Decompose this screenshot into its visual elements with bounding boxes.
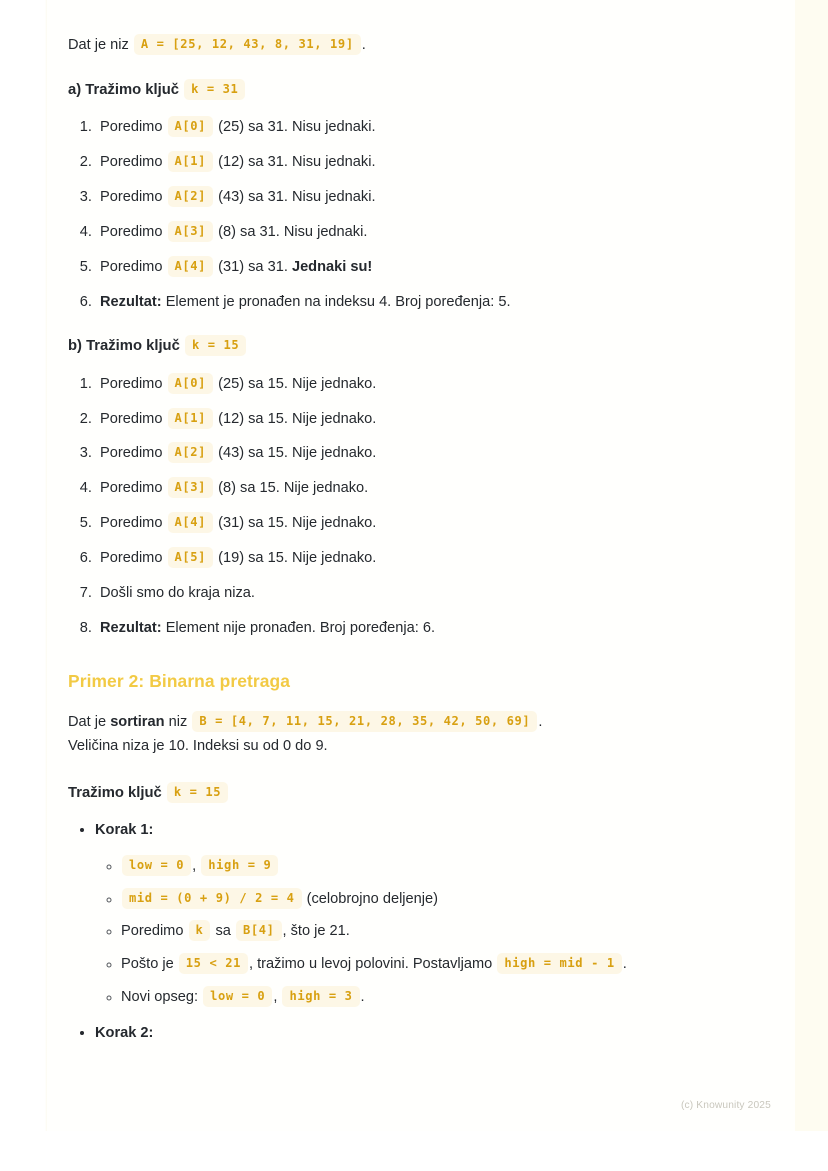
low-code: low = 0 [122,855,191,876]
step-lead: Poredimo [100,550,163,567]
section-a-key-code: k = 31 [184,79,245,100]
section-b-step-list [68,374,728,640]
array-b-code: B = [4, 7, 11, 15, 21, 28, 35, 42, 50, 69] [192,711,537,732]
sorted-emphasis: sortiran [110,713,165,730]
high-code: high = 9 [201,855,278,876]
range-lead: Novi opseg: [121,989,199,1006]
step-tail: (12) sa 15. Nije jednako. [218,410,377,427]
array-size-paragraph: Veličina niza je 10. Indeksi su od 0 do 9. [68,737,328,754]
step-tail: (43) sa 31. Nisu jednaki. [218,188,376,205]
result-label: Rezultat: [100,293,162,310]
list-item [96,292,728,314]
sorted-text-part1: Dat je [68,713,107,730]
list-item [96,117,728,139]
korak-list [68,820,728,1045]
new-high-code: high = 3 [282,986,359,1007]
list-item [121,921,728,943]
intro-text-before: Dat je niz [68,37,129,53]
list-item [96,478,728,500]
list-item [96,583,728,605]
list-item [121,954,728,976]
new-low-code: low = 0 [203,986,272,1007]
step-lead: Poredimo [100,410,163,427]
step-index-code: A[0] [168,116,214,137]
intro-text-after: . [361,37,366,53]
key-code: k [189,920,211,941]
assign-high-code: high = mid - 1 [497,953,621,974]
because-lead: Pošto je [121,956,174,973]
compare-mid: sa [215,923,231,940]
list-item [95,820,728,1009]
list-item [96,618,728,640]
korak-1-detail-list [95,856,728,1009]
list-item [121,987,728,1009]
section-a-heading [68,79,728,101]
mid-note: (celobrojno deljenje) [306,890,439,907]
list-item [95,1023,728,1045]
result-text: Element je pronađen na indeksu 4. Broj poređenja: 5. [165,293,511,310]
search-key-code: k = 15 [167,782,228,803]
list-item [96,222,728,244]
range-separator: , [273,989,278,1006]
step-lead: Poredimo [100,258,163,275]
section-a-heading-text: a) Tražimo ključ [68,81,180,98]
element-code: B[4] [236,920,282,941]
because-tail: . [622,956,627,973]
step-lead: Poredimo [100,153,163,170]
compare-lead: Poredimo [121,923,184,940]
step-tail: (25) sa 15. Nije jednako. [218,375,377,392]
step-tail: (19) sa 15. Nije jednako. [218,550,377,567]
watermark: (c) Knowunity 2025 [681,1100,771,1111]
step-emphasis: Jednaki su! [291,258,373,275]
step-lead: Poredimo [100,223,163,240]
step-lead: Poredimo [100,515,163,532]
list-item [121,889,728,911]
step-tail: (8) sa 15. Nije jednako. [218,480,369,497]
range-tail: . [360,989,365,1006]
list-item [96,374,728,396]
because-mid: , tražimo u levoj polovini. Postavljamo [248,956,493,973]
list-item [96,257,728,279]
document-page [47,0,795,1131]
step-index-code: A[1] [168,408,214,429]
page-title: Primer 2: Binarna pretraga [68,670,290,691]
step-tail: (31) sa 31. [218,258,288,275]
list-item [96,548,728,570]
list-item [96,187,728,209]
list-item [121,856,728,878]
step-index-code: A[1] [168,151,214,172]
detail-separator: , [192,857,197,874]
compare-tail: , što je 21. [282,923,350,940]
result-text: Element nije pronađen. Broj poređenja: 6. [165,619,436,636]
step-tail: (31) sa 15. Nije jednako. [218,515,377,532]
step-index-code: A[3] [168,221,214,242]
step-tail: (43) sa 15. Nije jednako. [218,445,377,462]
document-content [68,0,728,1056]
mid-code: mid = (0 + 9) / 2 = 4 [122,888,302,909]
list-item [96,409,728,431]
step-index-code: A[3] [168,477,214,498]
list-item [96,513,728,535]
section-b-heading [68,335,728,357]
step-lead: Poredimo [100,480,163,497]
sorted-text-part3: . [538,713,543,730]
search-key-heading [68,782,728,804]
korak-1-label: Korak 1: [95,821,154,838]
intro-paragraph [68,35,728,57]
list-item [96,152,728,174]
section-b-heading-text: b) Tražimo ključ [68,338,180,355]
step-index-code: A[4] [168,512,214,533]
step-index-code: A[2] [168,442,214,463]
step-tail: (25) sa 31. Nisu jednaki. [218,119,376,136]
step-lead: Poredimo [100,119,163,136]
step-lead: Poredimo [100,375,163,392]
sorted-array-paragraph [68,712,728,734]
search-key-label: Tražimo ključ [68,784,162,801]
step-index-code: A[2] [168,186,214,207]
step-index-code: A[4] [168,256,214,277]
end-of-array-text: Došli smo do kraja niza. [100,584,255,601]
section-b-key-code: k = 15 [185,335,246,356]
step-tail: (12) sa 31. Nisu jednaki. [218,153,376,170]
array-a-code: A = [25, 12, 43, 8, 31, 19] [134,34,361,55]
step-tail: (8) sa 31. Nisu jednaki. [218,223,368,240]
comparison-code: 15 < 21 [179,953,248,974]
step-index-code: A[5] [168,547,214,568]
sorted-text-part2: niz [168,713,188,730]
step-lead: Poredimo [100,445,163,462]
step-index-code: A[0] [168,373,214,394]
step-lead: Poredimo [100,188,163,205]
list-item [96,443,728,465]
section-a-step-list [68,117,728,313]
korak-2-label: Korak 2: [95,1025,154,1042]
result-label: Rezultat: [100,619,162,636]
